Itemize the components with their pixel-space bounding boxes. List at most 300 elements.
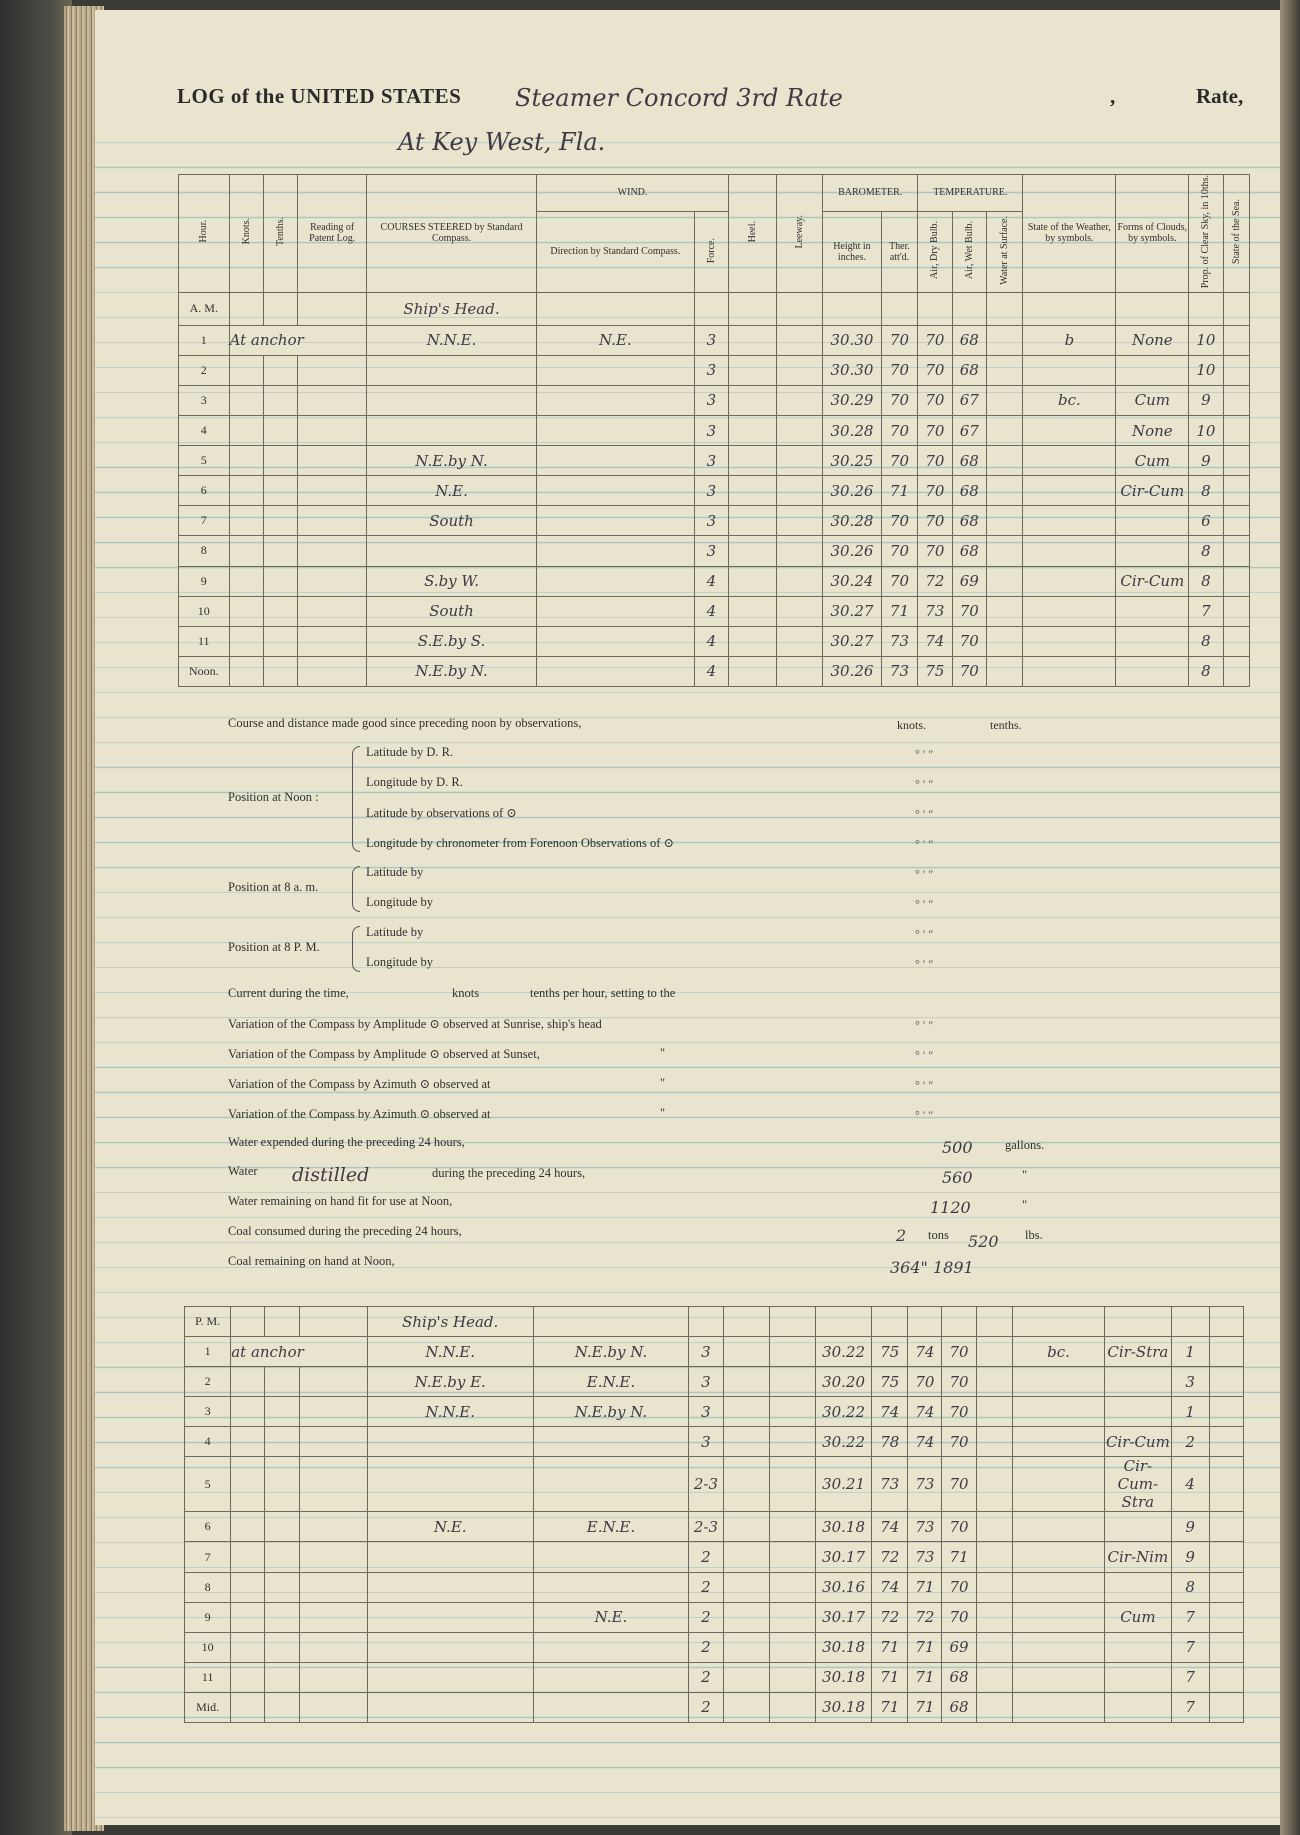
pm-hour-cell: 7	[185, 1542, 231, 1572]
pm-ther-cell: 72	[872, 1602, 908, 1632]
pm-height-cell: 30.20	[815, 1367, 871, 1397]
pm-empty-cell	[723, 1572, 769, 1602]
pm-course-cell: N.N.E.	[367, 1397, 533, 1427]
pm-rows	[185, 1337, 1244, 1723]
pm-clouds-cell	[1105, 1662, 1171, 1692]
pm-force-cell: 3	[689, 1397, 723, 1427]
am-height-cell: 30.29	[823, 385, 882, 415]
am-empty-cell	[729, 536, 777, 566]
am-wind-cell	[536, 506, 694, 536]
lat-obs-label: Latitude by observations of ⊙	[366, 806, 517, 820]
pm-knots-cell	[231, 1512, 265, 1542]
pm-knots-cell	[231, 1397, 265, 1427]
pm-empty-cell	[769, 1692, 815, 1722]
pm-wet-cell: 70	[942, 1427, 976, 1457]
pm-hour-cell: 8	[185, 1572, 231, 1602]
am-knots-cell	[229, 656, 263, 686]
am-knots-cell	[229, 596, 263, 626]
pm-hour-cell: 2	[185, 1367, 231, 1397]
am-empty-cell	[298, 656, 367, 686]
position-8pm-label: Position at 8 P. M.	[228, 940, 320, 954]
pm-ther-cell: 74	[872, 1512, 908, 1542]
pm-empty-cell	[723, 1367, 769, 1397]
am-knots-cell	[229, 626, 263, 656]
am-hour-cell: 5	[179, 446, 230, 476]
am-hour-cell: 8	[179, 536, 230, 566]
gallons-label: gallons.	[1005, 1138, 1045, 1152]
pm-empty-cell	[299, 1602, 367, 1632]
am-wind-cell	[536, 566, 694, 596]
col-air-dry: Air, Dry Bulb.	[918, 212, 952, 292]
am-empty-cell	[1223, 385, 1249, 415]
pm-dry-cell: 71	[908, 1572, 942, 1602]
lbs-label: lbs.	[1025, 1228, 1043, 1242]
pm-empty-cell	[299, 1572, 367, 1602]
pm-ther-cell: 74	[872, 1397, 908, 1427]
am-hour-cell: 2	[179, 355, 230, 385]
am-clouds-cell: Cir-Cum	[1116, 476, 1189, 506]
pm-ther-cell: 71	[872, 1632, 908, 1662]
am-weather-cell	[1023, 626, 1116, 656]
am-clouds-cell: None	[1116, 416, 1189, 446]
am-sky-cell: 10	[1189, 325, 1223, 355]
pm-empty-cell	[265, 1542, 299, 1572]
am-empty-cell	[298, 476, 367, 506]
am-dry-cell: 70	[918, 355, 952, 385]
pm-wet-cell: 70	[942, 1457, 976, 1512]
am-empty-cell	[263, 566, 297, 596]
pm-force-cell: 2	[689, 1662, 723, 1692]
am-weather-cell: b	[1023, 325, 1116, 355]
pm-height-cell: 30.17	[815, 1542, 871, 1572]
current-tail-label: tenths per hour, setting to the	[530, 986, 676, 1000]
pm-sky-cell: 1	[1171, 1397, 1209, 1427]
pm-weather-cell	[1012, 1457, 1104, 1512]
pm-force-cell: 2-3	[689, 1512, 723, 1542]
col-knots: Knots.	[229, 175, 263, 293]
pm-wet-cell: 68	[942, 1692, 976, 1722]
water-distilled-value: distilled	[292, 1164, 370, 1186]
pm-empty-cell	[976, 1632, 1012, 1662]
am-wind-cell	[536, 385, 694, 415]
pm-weather-cell	[1012, 1397, 1104, 1427]
am-wind-cell	[536, 656, 694, 686]
ditto-1: "	[660, 1046, 666, 1060]
am-clouds-cell	[1116, 355, 1189, 385]
pm-empty-cell	[976, 1662, 1012, 1692]
am-course-cell: N.N.E.	[367, 325, 537, 355]
pm-empty-cell	[976, 1457, 1012, 1512]
long-dr-label: Longitude by D. R.	[366, 775, 463, 789]
col-wind-direction: Direction by Standard Compass.	[536, 212, 694, 292]
pm-knots-cell	[231, 1602, 265, 1632]
deg-marks-lat-8am: ° ′ ″	[915, 867, 934, 881]
pm-weather-cell: bc.	[1012, 1337, 1104, 1367]
am-empty-cell	[1223, 355, 1249, 385]
am-weather-cell	[1023, 596, 1116, 626]
am-sky-cell: 7	[1189, 596, 1223, 626]
am-knots-cell	[229, 416, 263, 446]
deg-marks-long-8am: ° ′ ″	[915, 897, 934, 911]
pm-wind-cell	[533, 1692, 689, 1722]
pm-height-cell: 30.18	[815, 1512, 871, 1542]
am-empty-cell	[1223, 596, 1249, 626]
am-dry-cell: 72	[918, 566, 952, 596]
pm-wet-cell: 70	[942, 1337, 976, 1367]
am-clouds-cell: Cum	[1116, 385, 1189, 415]
col-force: Force.	[694, 212, 728, 292]
am-empty-cell	[776, 416, 823, 446]
am-sky-cell: 6	[1189, 506, 1223, 536]
table-row	[179, 656, 1250, 686]
pm-empty-cell	[723, 1512, 769, 1542]
col-tenths: Tenths.	[263, 175, 297, 293]
am-ther-cell: 71	[881, 476, 917, 506]
am-wind-cell	[536, 416, 694, 446]
pm-wind-cell	[533, 1662, 689, 1692]
pm-empty-cell	[723, 1632, 769, 1662]
am-empty-cell	[1223, 566, 1249, 596]
am-wet-cell: 67	[952, 416, 986, 446]
lat-8pm-label: Latitude by	[366, 925, 424, 939]
table-row	[185, 1337, 1244, 1367]
coal-remaining-value: 364" 1891	[890, 1258, 974, 1277]
pm-wind-cell	[533, 1542, 689, 1572]
pm-empty-cell	[1209, 1632, 1243, 1662]
am-height-cell: 30.25	[823, 446, 882, 476]
pm-empty-cell	[1209, 1337, 1243, 1367]
am-hour-cell: 3	[179, 385, 230, 415]
pm-empty-cell	[723, 1427, 769, 1457]
pm-empty-cell	[299, 1632, 367, 1662]
am-empty-cell	[729, 596, 777, 626]
am-empty-cell	[776, 506, 823, 536]
pm-sky-cell: 9	[1171, 1542, 1209, 1572]
am-ther-cell: 70	[881, 446, 917, 476]
am-empty-cell	[263, 596, 297, 626]
pm-empty-cell	[1209, 1542, 1243, 1572]
am-dry-cell: 73	[918, 596, 952, 626]
pm-empty-cell	[723, 1397, 769, 1427]
pm-sky-cell: 2	[1171, 1427, 1209, 1457]
pm-ther-cell: 75	[872, 1367, 908, 1397]
am-height-cell: 30.27	[823, 626, 882, 656]
am-weather-cell	[1023, 656, 1116, 686]
am-course-cell	[367, 385, 537, 415]
ditto-gallons-1: "	[1022, 1168, 1028, 1182]
pm-course-cell	[367, 1602, 533, 1632]
noon-brace	[352, 746, 360, 852]
pm-force-cell: 2	[689, 1542, 723, 1572]
pm-ships-head: Ship's Head.	[367, 1307, 533, 1337]
am-force-cell: 4	[694, 596, 728, 626]
pm-clouds-cell: Cir-Cum	[1105, 1427, 1171, 1457]
pm-sky-cell: 7	[1171, 1632, 1209, 1662]
lat-8am-label: Latitude by	[366, 865, 424, 879]
pm-wet-cell: 70	[942, 1397, 976, 1427]
deg-marks-azimuth-1: ° ′ ″	[915, 1078, 934, 1092]
pm-force-cell: 3	[689, 1367, 723, 1397]
am-sky-cell: 8	[1189, 656, 1223, 686]
coal-tons-value: 2	[896, 1226, 907, 1245]
am-clouds-cell	[1116, 626, 1189, 656]
pm-hour-cell: 4	[185, 1427, 231, 1457]
pm-empty-cell	[723, 1692, 769, 1722]
am-dry-cell: 75	[918, 656, 952, 686]
am-knots-cell	[229, 476, 263, 506]
pm-course-cell: N.N.E.	[367, 1337, 533, 1367]
am-empty-cell	[986, 355, 1022, 385]
pm-empty-cell	[265, 1397, 299, 1427]
am-rows	[179, 325, 1250, 686]
pm-dry-cell: 74	[908, 1337, 942, 1367]
pm-empty-cell	[723, 1542, 769, 1572]
am-knots-cell	[229, 566, 263, 596]
am-height-cell: 30.28	[823, 506, 882, 536]
am-clouds-cell	[1116, 656, 1189, 686]
pm-empty-cell	[769, 1367, 815, 1397]
pm-weather-cell	[1012, 1427, 1104, 1457]
am-wet-cell: 70	[952, 656, 986, 686]
vessel-name: Steamer Concord 3rd Rate	[515, 84, 843, 112]
pm-empty-cell	[1209, 1457, 1243, 1512]
pm-wet-cell: 70	[942, 1512, 976, 1542]
pm-empty-cell	[299, 1542, 367, 1572]
var-azimuth-label-2: Variation of the Compass by Azimuth ⊙ observed at	[228, 1107, 491, 1121]
table-row	[185, 1602, 1244, 1632]
pm-empty-cell	[976, 1542, 1012, 1572]
ditto-3: "	[660, 1106, 666, 1120]
pm-empty-cell	[299, 1397, 367, 1427]
table-row	[185, 1427, 1244, 1457]
position-8am-label: Position at 8 a. m.	[228, 880, 319, 894]
lat-dr-label: Latitude by D. R.	[366, 745, 454, 759]
pm-dry-cell: 71	[908, 1692, 942, 1722]
pm-hour-cell: Mid.	[185, 1692, 231, 1722]
pm-empty-cell	[769, 1427, 815, 1457]
am-empty-cell	[986, 536, 1022, 566]
pm-empty-cell	[976, 1397, 1012, 1427]
pm-empty-cell	[299, 1367, 367, 1397]
am-empty-cell	[263, 416, 297, 446]
am-empty-cell	[729, 355, 777, 385]
pm-empty-cell	[976, 1367, 1012, 1397]
pm-wind-cell: E.N.E.	[533, 1367, 689, 1397]
am-dry-cell: 70	[918, 325, 952, 355]
am-height-cell: 30.24	[823, 566, 882, 596]
pm-dry-cell: 73	[908, 1512, 942, 1542]
pm-weather-cell	[1012, 1632, 1104, 1662]
pm-weather-cell	[1012, 1542, 1104, 1572]
col-temperature: TEMPERATURE.	[918, 175, 1023, 212]
pm-empty-cell	[1209, 1512, 1243, 1542]
pm-sky-cell: 7	[1171, 1692, 1209, 1722]
pm-weather-cell	[1012, 1572, 1104, 1602]
pm-empty-cell	[1209, 1662, 1243, 1692]
pm-empty-cell	[265, 1632, 299, 1662]
col-ther-attd: Ther. att'd.	[881, 212, 917, 292]
col-patent-log: Reading of Patent Log.	[298, 175, 367, 293]
am-dry-cell: 70	[918, 416, 952, 446]
table-row	[179, 446, 1250, 476]
am-dry-cell: 74	[918, 626, 952, 656]
am-ther-cell: 70	[881, 385, 917, 415]
am-sky-cell: 9	[1189, 385, 1223, 415]
pm-knots-cell	[231, 1457, 265, 1512]
pm-wind-cell	[533, 1457, 689, 1512]
am-empty-cell	[986, 596, 1022, 626]
am-wind-cell	[536, 626, 694, 656]
deg-marks-long-8pm: ° ′ ″	[915, 957, 934, 971]
am-force-cell: 3	[694, 476, 728, 506]
pm-empty-cell	[976, 1427, 1012, 1457]
am-ther-cell: 71	[881, 596, 917, 626]
pm-empty-cell	[265, 1457, 299, 1512]
am-empty-cell	[1223, 656, 1249, 686]
pm-empty-cell	[265, 1572, 299, 1602]
deg-marks-sunrise: ° ′ ″	[915, 1018, 934, 1032]
am-knots-cell	[229, 536, 263, 566]
pm-empty-cell	[265, 1662, 299, 1692]
pm-empty-cell	[299, 1512, 367, 1542]
am-course-cell: N.E.by N.	[367, 656, 537, 686]
am-empty-cell	[298, 416, 367, 446]
am-height-cell: 30.26	[823, 536, 882, 566]
pm-wet-cell: 70	[942, 1602, 976, 1632]
am-clouds-cell	[1116, 536, 1189, 566]
pm-height-cell: 30.22	[815, 1427, 871, 1457]
am-force-cell: 3	[694, 416, 728, 446]
deg-marks-long-chron: ° ′ ″	[915, 837, 934, 851]
am-empty-cell	[263, 536, 297, 566]
col-sea: State of the Sea.	[1223, 175, 1249, 293]
pm-course-cell	[367, 1542, 533, 1572]
deg-marks-long-dr: ° ′ ″	[915, 777, 934, 791]
rate-label: Rate,	[1196, 84, 1244, 108]
am-wet-cell: 68	[952, 355, 986, 385]
am-force-cell: 3	[694, 325, 728, 355]
am-empty-cell	[298, 626, 367, 656]
am-sky-cell: 8	[1189, 566, 1223, 596]
pm-empty-cell	[976, 1602, 1012, 1632]
table-row	[185, 1632, 1244, 1662]
page-title: LOG of the UNITED STATES	[177, 84, 462, 108]
am-knots-cell	[229, 385, 263, 415]
am-dry-cell: 70	[918, 506, 952, 536]
am-height-cell: 30.27	[823, 596, 882, 626]
pm-knots-cell	[231, 1367, 265, 1397]
coal-lbs-value: 520	[968, 1232, 999, 1251]
long-8am-label: Longitude by	[366, 895, 434, 909]
pm-hour-cell: 1	[185, 1337, 231, 1367]
am-empty-cell	[729, 506, 777, 536]
am-sky-cell: 9	[1189, 446, 1223, 476]
pm-empty-cell	[976, 1572, 1012, 1602]
pm-clouds-cell: Cir-Stra	[1105, 1337, 1171, 1367]
am-ther-cell: 70	[881, 325, 917, 355]
am-empty-cell	[1223, 536, 1249, 566]
pm-empty-cell	[299, 1457, 367, 1512]
pm-log-table	[184, 1306, 1244, 1723]
table-row	[179, 506, 1250, 536]
am-empty-cell	[776, 596, 823, 626]
book-right-edge	[1280, 0, 1300, 1835]
am-empty-cell	[986, 506, 1022, 536]
am-knots-cell: At anchor	[229, 325, 367, 355]
pm-empty-cell	[769, 1662, 815, 1692]
pm-wet-cell: 68	[942, 1662, 976, 1692]
pm-empty-cell	[769, 1337, 815, 1367]
am-empty-cell	[298, 385, 367, 415]
water-expended-value: 500	[942, 1138, 973, 1157]
pm-knots-cell	[231, 1692, 265, 1722]
pm-empty-cell	[1209, 1397, 1243, 1427]
col-heel: Heel.	[729, 175, 777, 293]
col-courses: COURSES STEERED by Standard Compass.	[367, 175, 537, 293]
pm-empty-cell	[769, 1512, 815, 1542]
pm-ther-cell: 72	[872, 1542, 908, 1572]
pm-empty-cell	[265, 1602, 299, 1632]
pm-hour-cell: 3	[185, 1397, 231, 1427]
pm-empty-cell	[976, 1692, 1012, 1722]
am-empty-cell	[298, 536, 367, 566]
am-knots-cell	[229, 446, 263, 476]
pm-clouds-cell: Cir-Cum-Stra	[1105, 1457, 1171, 1512]
am-wind-cell	[536, 536, 694, 566]
course-tenths-label: tenths.	[990, 718, 1022, 732]
var-sunrise-label: Variation of the Compass by Amplitude ⊙ observed at Sunrise, ship's head	[228, 1017, 602, 1031]
pm-hour-cell: 5	[185, 1457, 231, 1512]
am-empty-cell	[986, 656, 1022, 686]
long-8pm-label: Longitude by	[366, 955, 434, 969]
pm-force-cell: 2	[689, 1602, 723, 1632]
am-wet-cell: 68	[952, 446, 986, 476]
am-clouds-cell	[1116, 596, 1189, 626]
pm-dry-cell: 73	[908, 1457, 942, 1512]
am-wind-cell	[536, 596, 694, 626]
col-weather: State of the Weather, by symbols.	[1023, 175, 1116, 293]
am-wet-cell: 67	[952, 385, 986, 415]
am-height-cell: 30.30	[823, 325, 882, 355]
pm-wind-cell	[533, 1572, 689, 1602]
pm-empty-cell	[265, 1512, 299, 1542]
am-weather-cell	[1023, 536, 1116, 566]
var-azimuth-label-1: Variation of the Compass by Azimuth ⊙ observed at	[228, 1077, 491, 1091]
pm-height-cell: 30.18	[815, 1632, 871, 1662]
pm-course-cell: N.E.by E.	[367, 1367, 533, 1397]
am-empty-cell	[986, 566, 1022, 596]
am-hour-cell: 6	[179, 476, 230, 506]
am-weather-cell	[1023, 506, 1116, 536]
pm-empty-cell	[769, 1632, 815, 1662]
am-wind-cell: N.E.	[536, 325, 694, 355]
pm-empty-cell	[723, 1337, 769, 1367]
table-row	[185, 1662, 1244, 1692]
coal-consumed-label: Coal consumed during the preceding 24 hours,	[228, 1224, 462, 1238]
am-height-cell: 30.26	[823, 476, 882, 506]
am-course-cell	[367, 416, 537, 446]
pm-empty-cell	[265, 1367, 299, 1397]
pm-dry-cell: 74	[908, 1427, 942, 1457]
am-ther-cell: 70	[881, 566, 917, 596]
pm-empty-cell	[769, 1397, 815, 1427]
am-hour-cell: 9	[179, 566, 230, 596]
water-remaining-label: Water remaining on hand fit for use at Noon,	[228, 1194, 453, 1208]
col-wind: WIND.	[536, 175, 728, 212]
pm-weather-cell	[1012, 1367, 1104, 1397]
am-weather-cell: bc.	[1023, 385, 1116, 415]
am-empty-cell	[986, 416, 1022, 446]
